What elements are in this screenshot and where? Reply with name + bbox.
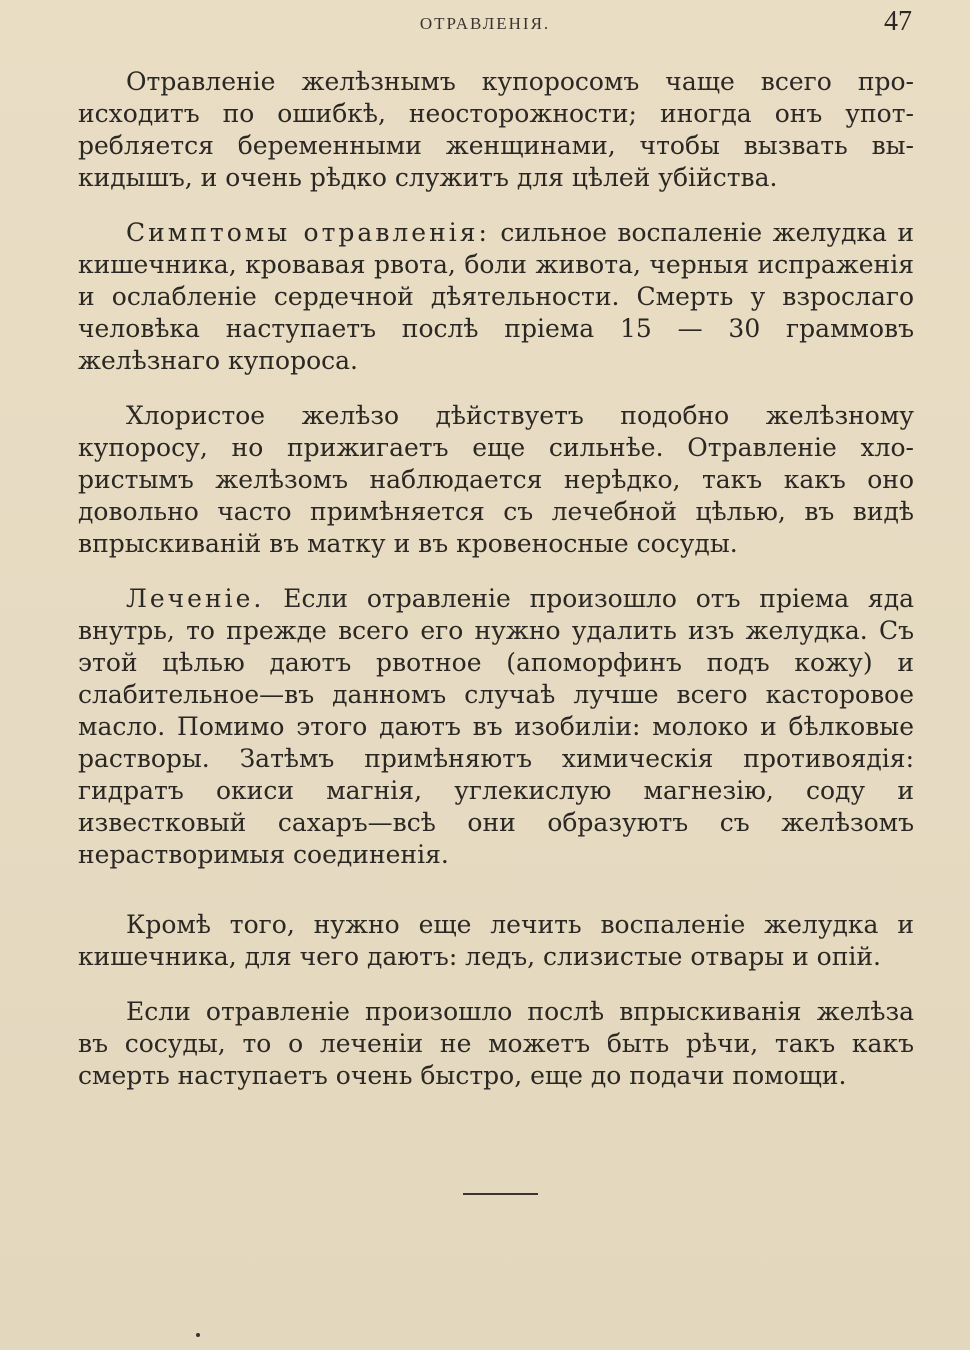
paragraph-text: Хлористое желѣзо дѣйствуетъ подобно желѣзному купоросу, но прижигаетъ еще сильнѣе. Отравленіе хлористымъ желѣзомъ наблюдается нерѣдко, такъ какъ оно довольно часто примѣняется съ лечебной цѣлью, въ видѣ впрыскиваній въ матку и въ кровеносные сосуды. [78, 401, 914, 558]
paragraph-symptoms [78, 217, 914, 377]
paragraph-text: Если отравленіе произошло отъ пріема яда внутрь, то прежде всего его нужно удалить изъ желудка. Съ этой цѣлью даютъ рвотное (апоморфинъ подъ кожу) и слабительное—въ данномъ случаѣ лучше всего касторовое масло. Помимо этого даютъ въ изобиліи: молоко и бѣлковые растворы. Затѣмъ примѣняютъ химическія противоядія: гидратъ окиси магнія, углекислую магнезію, соду и известковый сахаръ—всѣ они образуютъ съ желѣзомъ нерастворимыя соединенія. [78, 584, 914, 869]
paragraph-text: сильное воспаленіе желудка и кишечника, кровавая рвота, боли живота, черныя испраженія и ослабленіе сердечной дѣятельности. Смерть у взрослаго человѣка наступаетъ послѣ пріема 15 — 30 граммовъ желѣзнаго купороса. [78, 218, 914, 375]
paragraph-treatment [78, 583, 914, 871]
paragraph-iron-chloride [78, 400, 914, 560]
paragraph-inflammation-treatment [78, 909, 914, 973]
paragraph-injection-poisoning [78, 996, 914, 1092]
print-speck [196, 1333, 200, 1337]
paragraph-text: Кромѣ того, нужно еще лечить воспаленіе желудка и кишечника, для чего даютъ: ледъ, слизистые отвары и опій. [78, 910, 914, 971]
paragraph-lead: Леченіе. [126, 584, 265, 613]
paragraph-iron-sulfate-poisoning [78, 66, 914, 194]
running-title: ОТРАВЛЕНІЯ. [419, 14, 551, 33]
paragraph-text: Отравленіе желѣзнымъ купоросомъ чаще всего происходитъ по ошибкѣ, неосторожности; иногда онъ употребляется беременными женщинами, чтобы вызвать выкидышъ, и очень рѣдко служитъ для цѣлей убійства. [78, 67, 914, 192]
body-text [78, 66, 914, 1115]
page-number: 47 [884, 6, 912, 37]
paragraph-lead: Симптомы отравленія: [126, 218, 490, 247]
paragraph-text: Если отравленіе произошло послѣ впрыскиванія желѣза въ сосуды, то о леченіи не можетъ быть рѣчи, такъ какъ смерть наступаетъ очень быстро, еще до подачи помощи. [78, 997, 914, 1090]
section-end-rule [463, 1193, 538, 1195]
